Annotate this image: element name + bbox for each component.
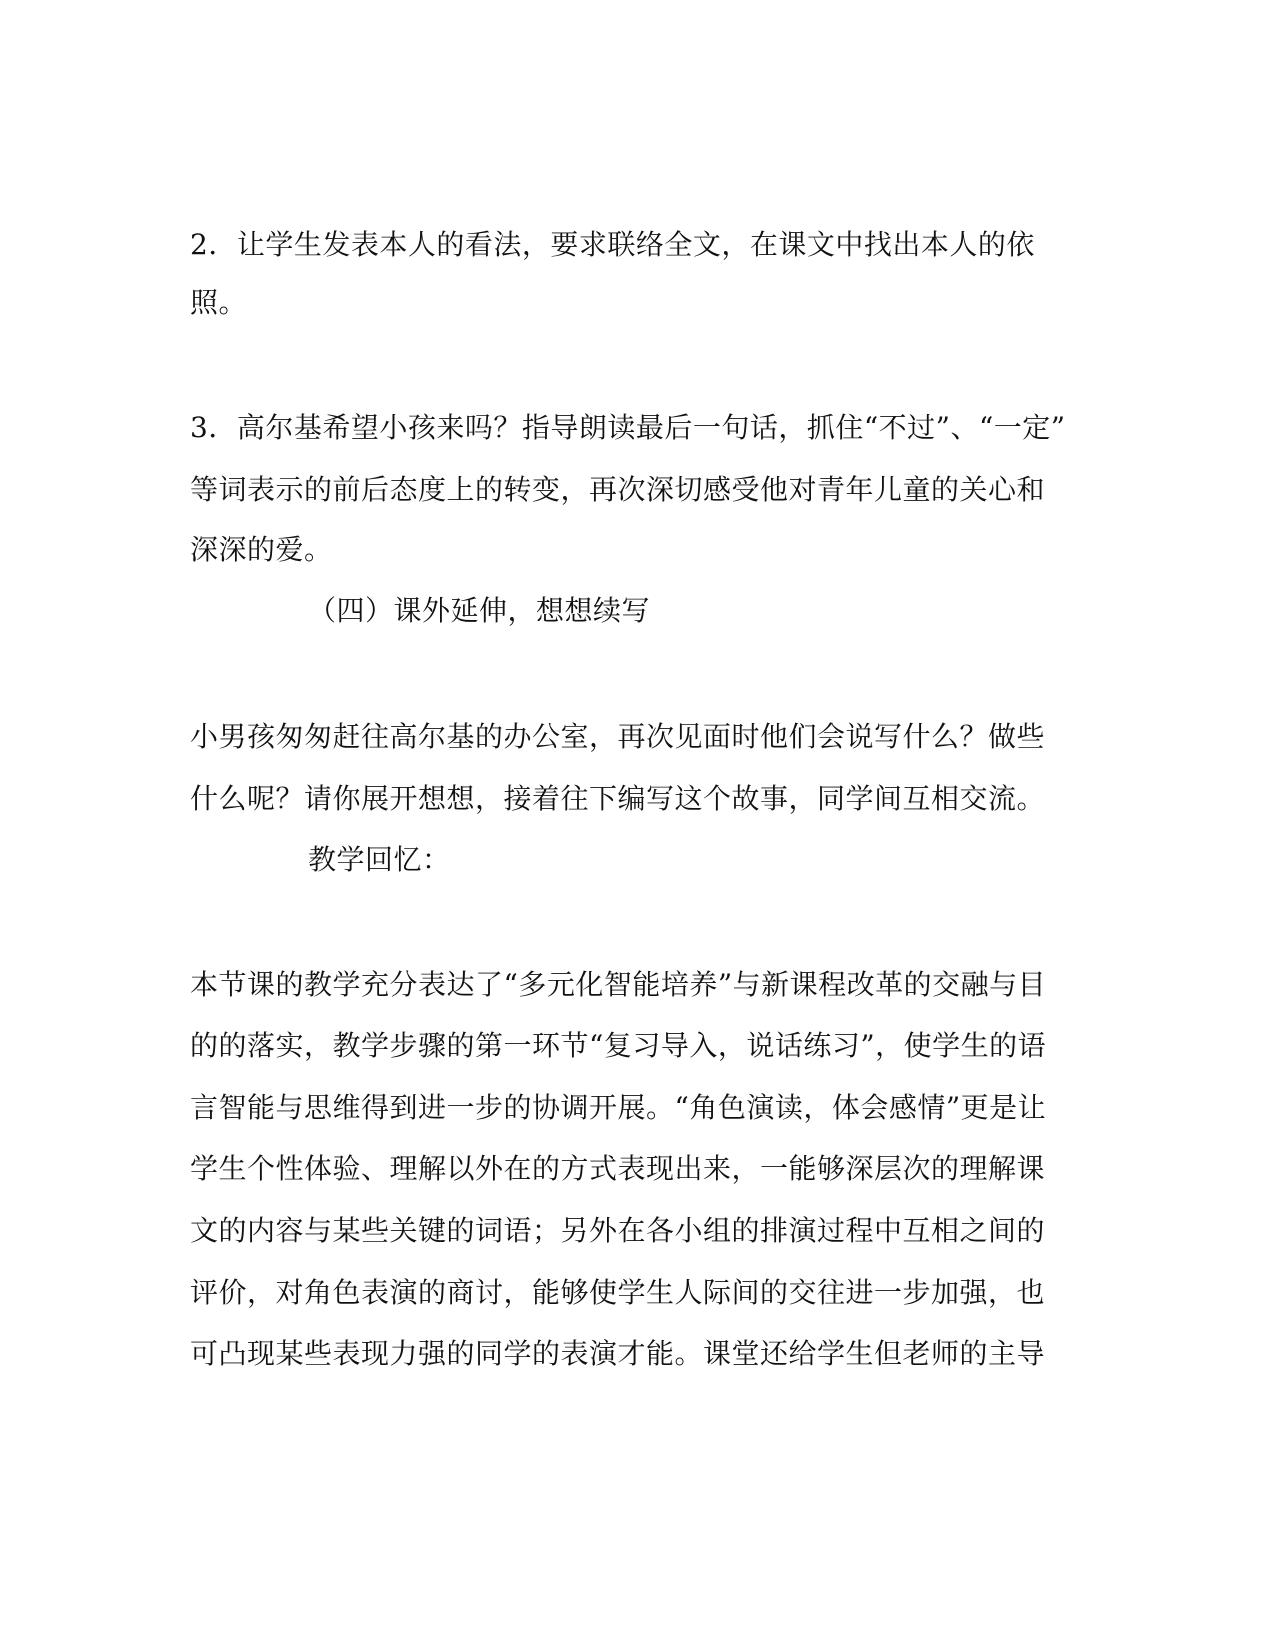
paragraph-line: 文的内容与某些关键的词语；另外在各小组的排演过程中互相之间的 <box>190 1214 1046 1247</box>
paragraph-line: 可凸现某些表现力强的同学的表演才能。课堂还给学生但老师的主导 <box>190 1337 1046 1370</box>
section-heading: （四）课外延伸，想想续写 <box>308 594 651 627</box>
paragraph-line: 2．让学生发表本人的看法，要求联络全文，在课文中找出本人的依 <box>190 228 1035 261</box>
paragraph-line: 等词表示的前后态度上的转变，再次深切感受他对青年儿童的关心和 <box>190 473 1046 506</box>
paragraph-line: 深深的爱。 <box>190 533 333 566</box>
paragraph-line: 的的落实，教学步骤的第一环节“复习导入，说话练习”，使学生的语 <box>190 1029 1047 1062</box>
paragraph-line: 小男孩匆匆赶往高尔基的办公室，再次见面时他们会说写什么？做些 <box>190 720 1046 753</box>
paragraph-line: 本节课的教学充分表达了“多元化智能培养”与新课程改革的交融与目 <box>190 968 1047 1001</box>
section-heading: 教学回忆： <box>308 843 451 876</box>
paragraph-line: 学生个性体验、理解以外在的方式表现出来，一能够深层次的理解课 <box>190 1152 1046 1185</box>
paragraph-line: 3．高尔基希望小孩来吗？指导朗读最后一句话，抓住“不过”、“一定” <box>190 411 1066 444</box>
paragraph-line: 言智能与思维得到进一步的协调开展。“角色演读，体会感情”更是让 <box>190 1091 1047 1124</box>
paragraph-line: 照。 <box>190 286 248 319</box>
paragraph-line: 评价，对角色表演的商讨，能够使学生人际间的交往进一步加强，也 <box>190 1276 1046 1309</box>
paragraph-line: 什么呢？请你展开想想，接着往下编写这个故事，同学间互相交流。 <box>190 782 1046 815</box>
